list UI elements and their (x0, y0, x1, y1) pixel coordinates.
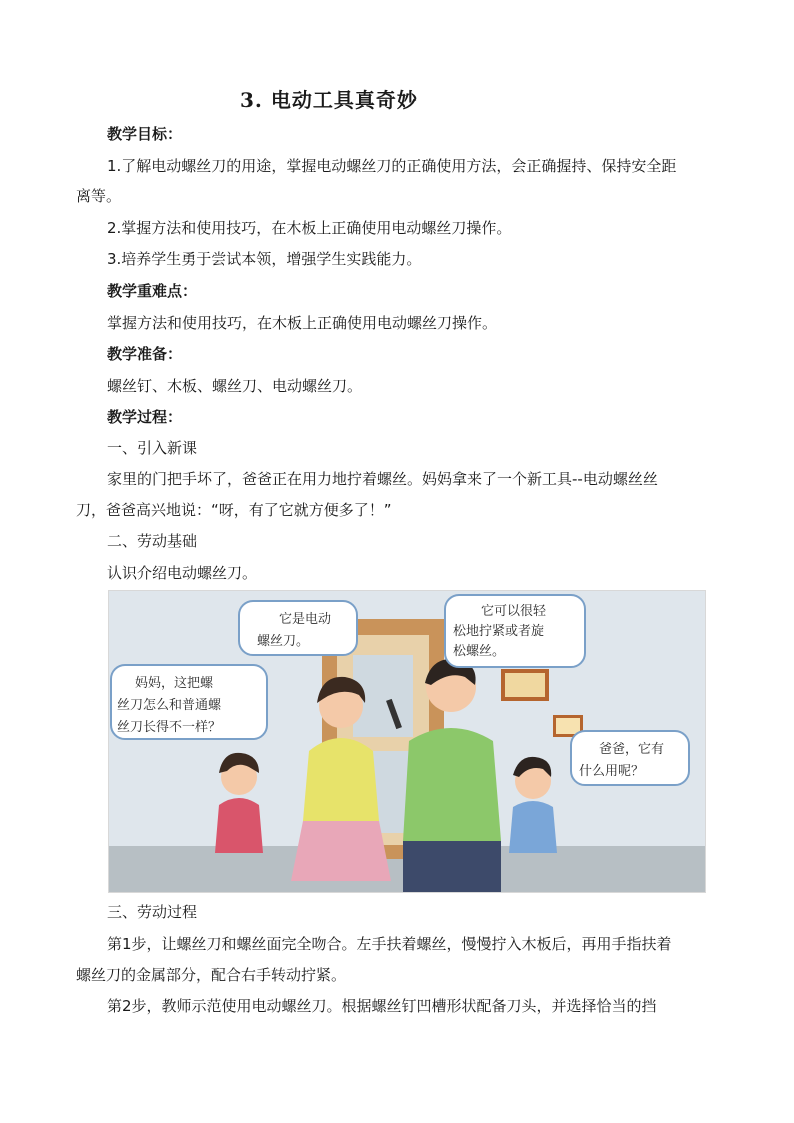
preparation-text: 螺丝钉、木板、螺丝刀、电动螺丝刀。 (107, 377, 363, 395)
goal-2: 2.掌握方法和使用技巧，在木板上正确使用电动螺丝刀操作。 (107, 219, 512, 237)
bubble-father (445, 595, 585, 667)
intro-line-2: 刀，爸爸高兴地说：“呀，有了它就方便多了！” (76, 501, 392, 519)
key-points-text: 掌握方法和使用技巧，在木板上正确使用电动螺丝刀操作。 (107, 314, 498, 332)
step-1-line-1: 第1步，让螺丝刀和螺丝面完全吻合。左手扶着螺丝，慢慢拧入木板后，再用手指扶着 (107, 935, 672, 953)
intro-line-1: 家里的门把手坏了，爸爸正在用力地拧着螺丝。妈妈拿来了一个新工具--电动螺丝丝 (107, 470, 658, 488)
step-2-line-1: 第2步，教师示范使用电动螺丝刀。根据螺丝钉凹槽形状配备刀头，并选择恰当的挡 (107, 997, 657, 1015)
bubble-boy (571, 731, 689, 785)
family-illustration (108, 590, 706, 893)
step-1-line-2: 螺丝刀的金属部分，配合右手转动拧紧。 (76, 966, 347, 984)
goal-1-line-1: 1.了解电动螺丝刀的用途，掌握电动螺丝刀的正确使用方法，会正确握持、保持安全距 (107, 157, 677, 175)
bubble-boy-line-2: 什么用呢？ (579, 764, 645, 779)
bubble-boy-line-1: 爸爸，它有 (599, 742, 665, 757)
bubble-girl (111, 665, 267, 739)
bubble-father-line-1: 它可以很轻 (481, 604, 547, 619)
bubble-mother-line-1: 它是电动 (279, 612, 332, 627)
bubble-girl-line-3: 丝刀长得不一样？ (117, 720, 222, 735)
preparation-heading: 教学准备： (107, 345, 183, 363)
goal-1-line-2: 离等。 (76, 187, 122, 205)
bubble-father-line-3: 松螺丝。 (453, 644, 506, 659)
goal-3: 3.培养学生勇于尝试本领，增强学生实践能力。 (107, 250, 422, 268)
key-points-heading: 教学重难点： (107, 282, 198, 300)
process-heading: 教学过程： (107, 408, 183, 426)
goals-heading: 教学目标： (107, 125, 183, 143)
bubble-mother-line-2: 螺丝刀。 (257, 634, 310, 649)
lesson-title: 3. 电动工具真奇妙 (240, 88, 418, 112)
bubble-girl-line-2: 丝刀怎么和普通螺 (117, 698, 222, 713)
bubble-girl-line-1: 妈妈，这把螺 (135, 676, 214, 691)
part-2-heading: 二、劳动基础 (107, 532, 198, 550)
recognize-text: 认识介绍电动螺丝刀。 (107, 564, 258, 582)
part-3-heading: 三、劳动过程 (107, 903, 198, 921)
bubble-father-line-2: 松地拧紧或者旋 (453, 624, 545, 639)
bubble-mother (239, 601, 357, 655)
part-1-heading: 一、引入新课 (107, 439, 198, 457)
